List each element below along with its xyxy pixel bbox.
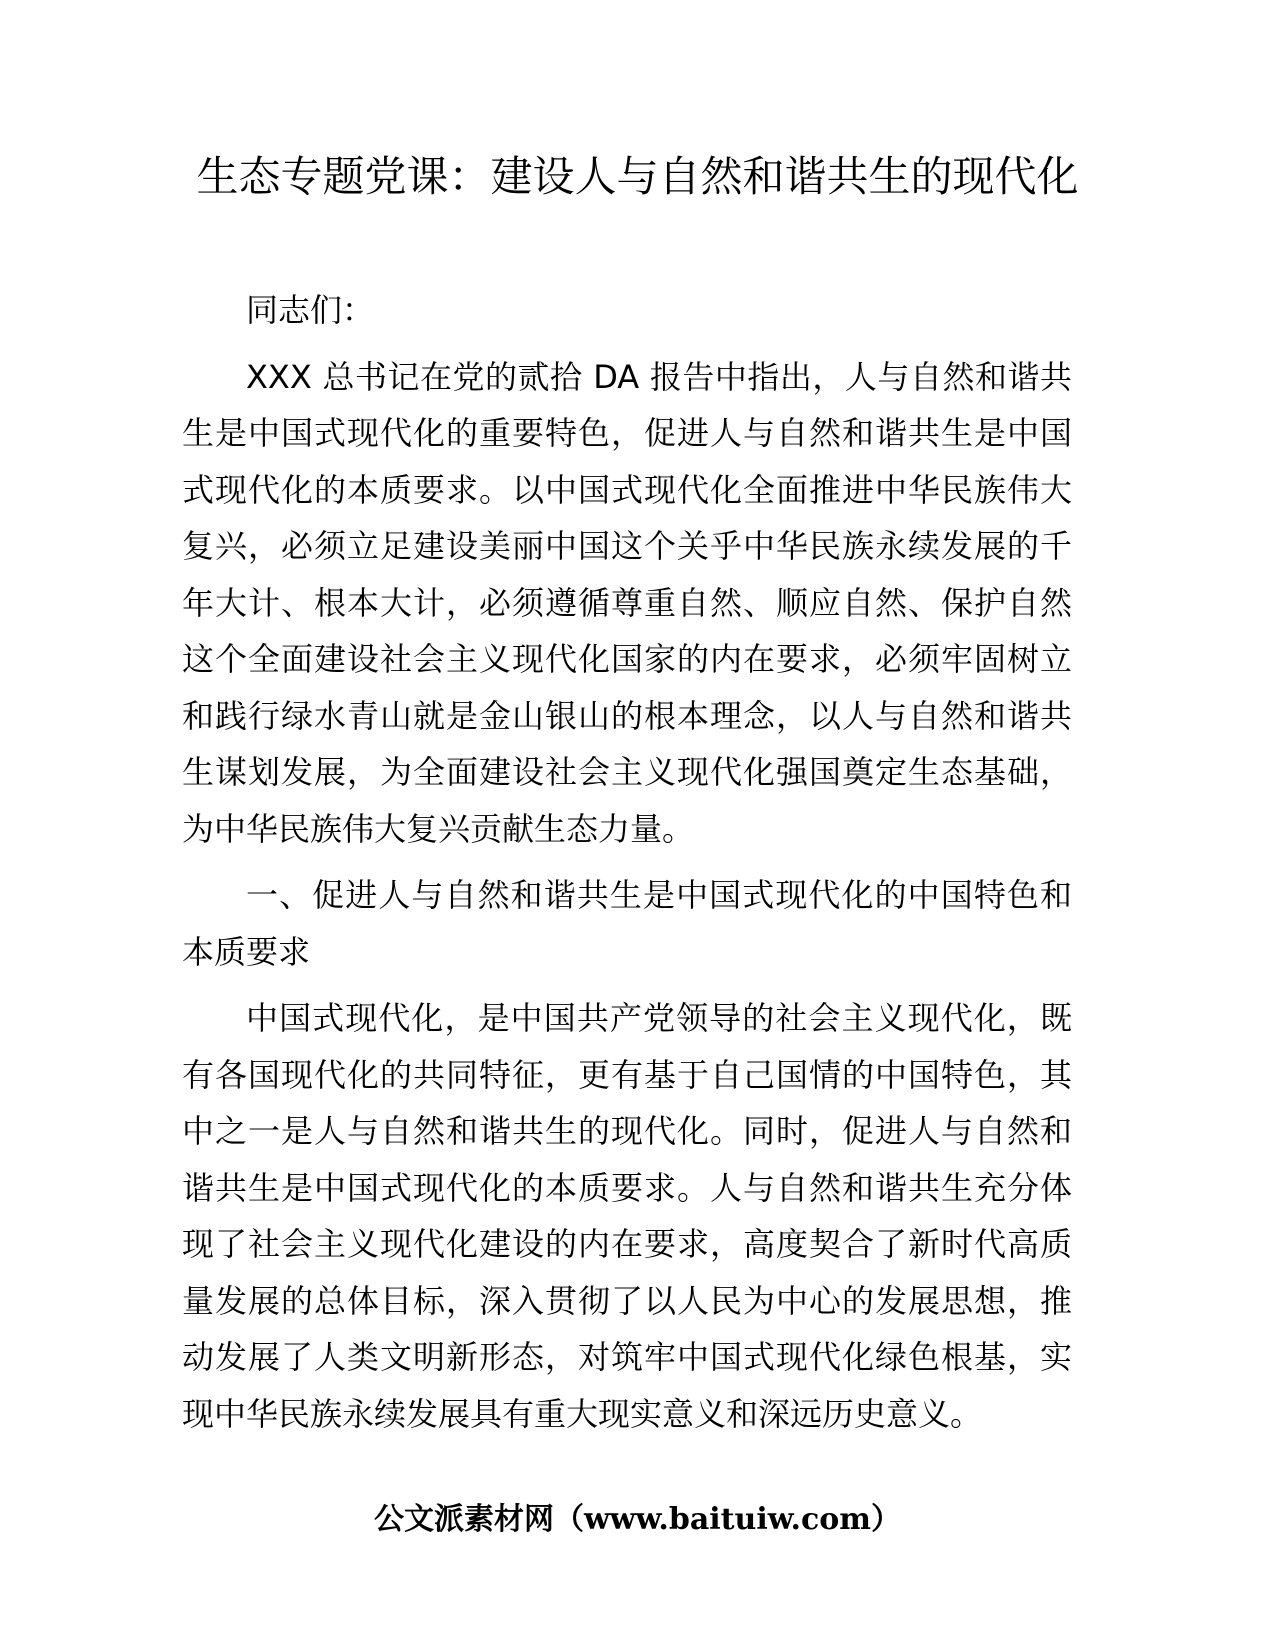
section-heading: 一、促进人与自然和谐共生是中国式现代化的中国特色和本质要求 [182, 876, 1072, 971]
document-title: 生态专题党课：建设人与自然和谐共生的现代化 [196, 152, 1079, 201]
salutation-paragraph: 同志们： [246, 291, 375, 329]
document-body [182, 282, 1072, 1452]
footer-watermark: 公文派素材网（www.baituiw.com） [373, 1502, 902, 1537]
intro-paragraph: XXX 总书记在党的贰拾 DA 报告中指出，人与自然和谐共生是中国式现代化的重要特色，促进人与自然和谐共生是中国式现代化的本质要求。以中国式现代化全面推进中华民族伟大复兴，必须立足建设美丽中国这个关乎中华民族永续发展的千年大计、根本大计，必须遵循尊重自然、顺应自然、保护自然这个全面建设社会主义现代化国家的内在要求，必须牢固树立和践行绿水青山就是金山银山的根本理念，以人与自然和谐共生谋划发展，为全面建设社会主义现代化强国奠定生态基础，为中华民族伟大复兴贡献生态力量。 [182, 357, 1072, 848]
section-paragraph: 中国式现代化，是中国共产党领导的社会主义现代化，既有各国现代化的共同特征，更有基于自己国情的中国特色，其中之一是人与自然和谐共生的现代化。同时，促进人与自然和谐共生是中国式现代化的本质要求。人与自然和谐共生充分体现了社会主义现代化建设的内在要求，高度契合了新时代高质量发展的总体目标，深入贯彻了以人民为中心的发展思想，推动发展了人类文明新形态，对筑牢中国式现代化绿色根基，实现中华民族永续发展具有重大现实意义和深远历史意义。 [182, 999, 1072, 1433]
